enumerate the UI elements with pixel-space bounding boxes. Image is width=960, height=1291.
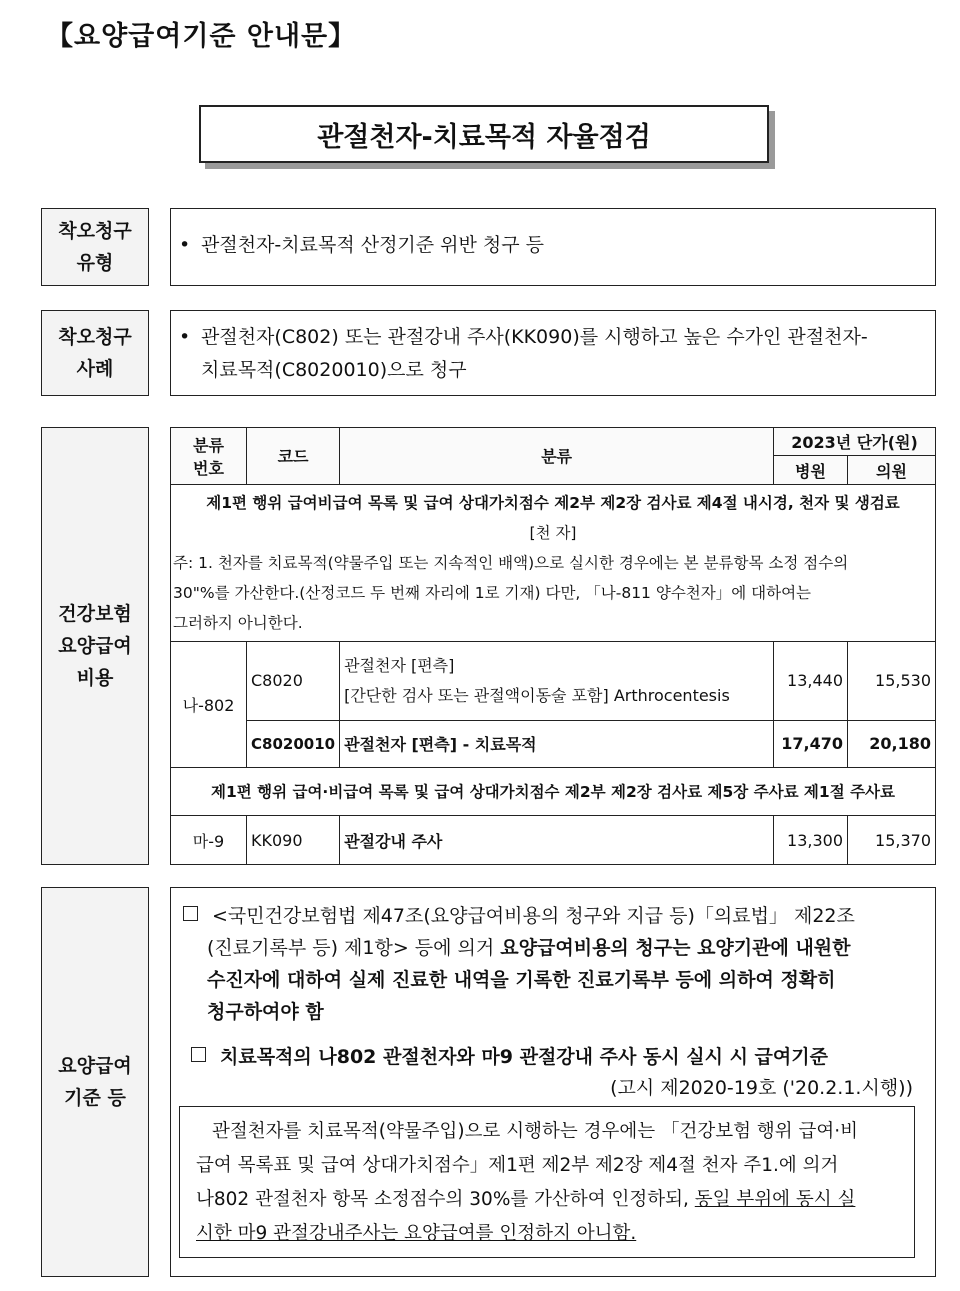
note-line-1: 주: 1. 천자를 치료목적(약물주입 또는 지속적인 배액)으로 실시한 경우에는 본 분류항목 소정 점수의	[173, 553, 849, 572]
table-row	[171, 641, 936, 720]
section-1-subtitle: [천 자]	[529, 523, 577, 542]
header-category: 분류	[340, 428, 774, 485]
label-line: 착오청구	[58, 220, 132, 242]
p1-line-b: (진료기록부 등) 제1항> 등에 의거	[207, 937, 495, 959]
label-line: 유형	[76, 252, 114, 274]
p1-bold-3: 청구하여야 함	[207, 1001, 324, 1023]
error-case-item	[179, 321, 927, 387]
header-code: 코드	[247, 428, 340, 485]
error-type-item	[179, 229, 925, 262]
inner-line-2: 급여 목록표 및 급여 상대가치점수」제1편 제2부 제2장 제4절 천자 주1.에 의거	[196, 1155, 839, 1176]
table-row	[171, 720, 936, 767]
section-1-block	[171, 484, 936, 641]
inner-line-4: 시한 마9 관절강내주사는 요양급여를 인정하지 아니함.	[196, 1223, 637, 1244]
header-price: 2023년 단가(원)	[774, 428, 936, 456]
row-name: 관절강내 주사	[340, 816, 774, 865]
fee-table	[170, 427, 936, 865]
inner-line-3: 나802 관절천자 항목 소정점수의 30%를 가산하여 인정하되, 동일 부위에 동시 실	[196, 1189, 856, 1210]
label-line: 요양급여	[58, 635, 132, 657]
standard-paragraph-2-title: 치료목적의 나802 관절천자와 마9 관절강내 주사 동시 실시 시 급여기준	[183, 1042, 925, 1073]
label-line: 비용	[76, 667, 114, 689]
notice-reference: (고시 제2020-19호 ('20.2.1.시행))	[610, 1077, 913, 1099]
row-code: C8020	[247, 641, 340, 720]
bullet-icon: •	[179, 234, 191, 256]
checkbox-square-icon	[183, 906, 198, 921]
table-row	[171, 816, 936, 865]
p1-bold-2: 수진자에 대하여 실제 진료한 내역을 기록한 진료기록부 등에 의하여 정확히	[207, 969, 836, 991]
underlined-text: 동일 부위에 동시 실	[694, 1189, 856, 1210]
label-line: 기준 등	[64, 1087, 126, 1109]
fee-table-wrapper	[170, 427, 936, 865]
section-label-error-case	[41, 310, 149, 396]
label-line: 요양급여	[58, 1055, 132, 1077]
section-1-title: 제1편 행위 급여비급여 목록 및 급여 상대가치점수 제2부 제2장 검사료 제4절 내시경, 천자 및 생검료	[206, 493, 900, 512]
row-hospital-price: 17,470	[774, 720, 848, 767]
standard-paragraph-1	[183, 900, 925, 1028]
row-hospital-price: 13,440	[774, 641, 848, 720]
error-case-box	[170, 310, 936, 396]
error-type-text: 관절천자-치료목적 산정기준 위반 청구 등	[201, 234, 545, 256]
notice-header: 【요양급여기준 안내문】	[46, 21, 357, 52]
section-label-error-type	[41, 208, 149, 286]
row-class-number: 마-9	[171, 816, 247, 865]
label-line: 건강보험	[58, 603, 132, 625]
header-class-number: 분류 번호	[171, 428, 247, 485]
section-label-cost	[41, 427, 149, 865]
section-label-standards	[41, 887, 149, 1277]
page-title: 관절천자-치료목적 자율점검	[199, 105, 769, 163]
row-hospital-price: 13,300	[774, 816, 848, 865]
row-code: C8020010	[247, 720, 340, 767]
label-line: 착오청구	[58, 326, 132, 348]
error-case-text-1: 관절천자(C802) 또는 관절강내 주사(KK090)를 시행하고 높은 수가인 관절천자-	[201, 326, 868, 348]
note-line-2: 30"%를 가산한다.(산정코드 두 번째 자리에 1로 기재) 다만, 「나-811 양수천자」에 대하여는	[173, 583, 812, 602]
header-clinic: 의원	[848, 456, 936, 484]
row-name: 관절천자 [편측] - 치료목적	[340, 720, 774, 767]
note-line-3: 그러하지 아니한다.	[173, 613, 303, 632]
row-clinic-price: 15,370	[848, 816, 936, 865]
row-code: KK090	[247, 816, 340, 865]
checkbox-square-icon	[191, 1047, 206, 1062]
section-2-title: 제1편 행위 급여·비급여 목록 및 급여 상대가치점수 제2부 제2장 검사료 제5장 주사료 제1절 주사료	[171, 767, 936, 816]
standard-inner-box	[179, 1106, 915, 1258]
row-clinic-price: 20,180	[848, 720, 936, 767]
row-name: 관절천자 [편측] [간단한 검사 또는 관절액이동술 포함] Arthrocentesis	[340, 641, 774, 720]
label-line: 사례	[76, 358, 114, 380]
p1-bold-1: 요양급여비용의 청구는 요양기관에 내원한	[500, 937, 851, 959]
error-type-box	[170, 208, 936, 286]
bullet-icon: •	[179, 326, 191, 348]
standards-box	[170, 887, 936, 1277]
header-hospital: 병원	[774, 456, 848, 484]
row-clinic-price: 15,530	[848, 641, 936, 720]
error-case-text-2: 치료목적(C8020010)으로 청구	[201, 359, 467, 381]
inner-line-1: 관절천자를 치료목적(약물주입)으로 시행하는 경우에는 「건강보험 행위 급여·비	[212, 1121, 858, 1142]
p1-line-a: <국민건강보험법 제47조(요양급여비용의 청구와 지급 등)「의료법」 제22조	[212, 905, 855, 927]
row-class-number: 나-802	[171, 641, 247, 767]
